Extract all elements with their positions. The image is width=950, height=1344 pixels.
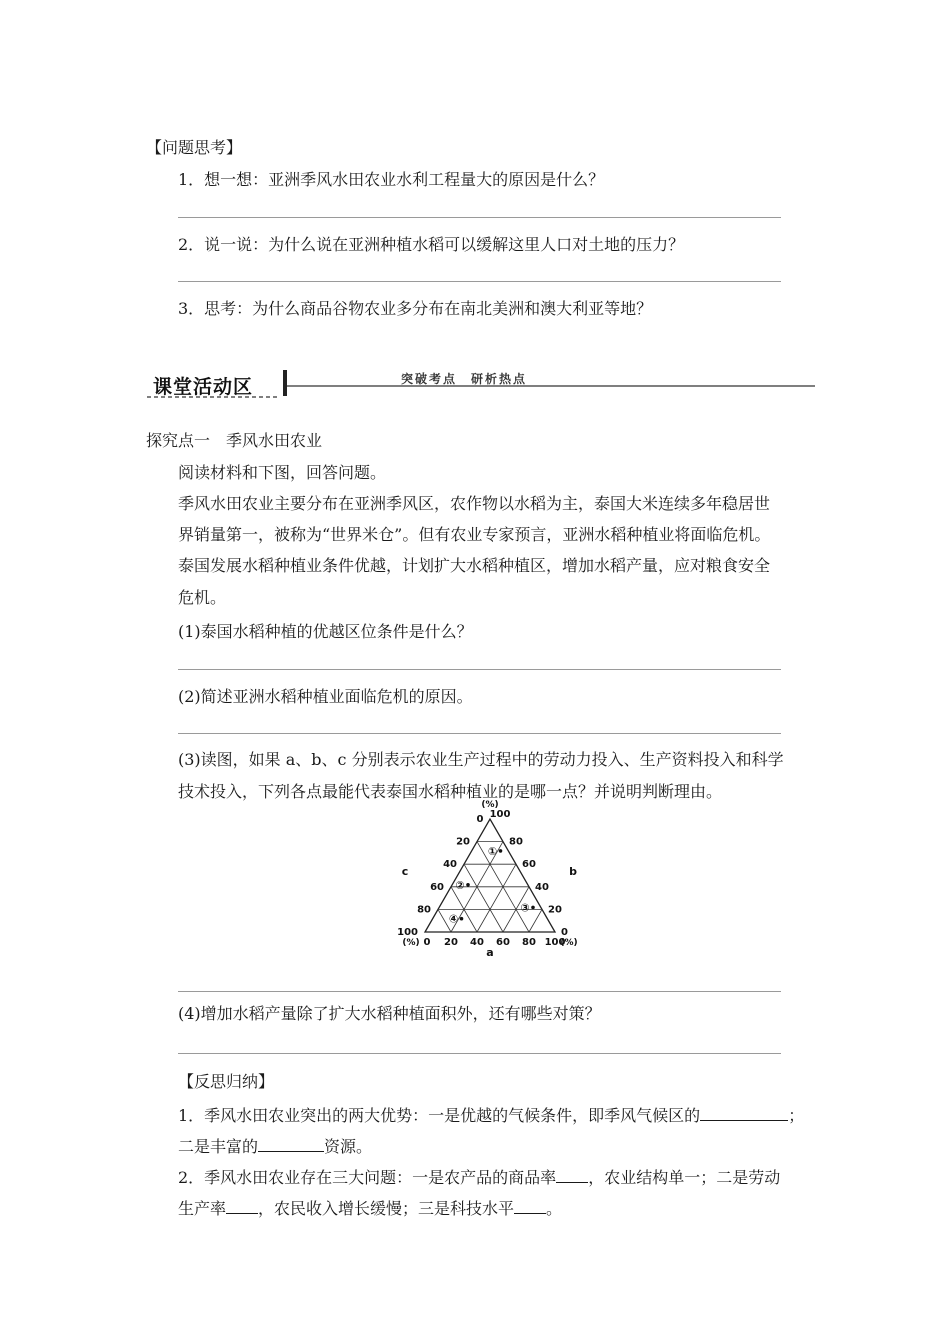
material-line: 危机。: [178, 588, 227, 607]
tick-label: 40: [470, 937, 484, 948]
answer-line[interactable]: [178, 991, 781, 992]
banner-title: 课堂活动区: [153, 376, 254, 398]
grid-line: [464, 864, 503, 932]
fill-blank[interactable]: [700, 1104, 788, 1121]
explore-intro: 阅读材料和下图，回答问题。: [178, 463, 387, 482]
explore-question-3-line1: (3)读图，如果 a、b、c 分别表示农业生产过程中的劳动力投入、生产资料投入和科学: [178, 750, 784, 769]
tick-label: 60: [430, 881, 444, 893]
tick-label: 80: [417, 904, 431, 916]
reflection-text: 1．季风水田农业突出的两大优势：一是优越的气候条件，即季风气候区的: [178, 1106, 701, 1125]
fill-blank[interactable]: [556, 1166, 588, 1183]
reflection-line-1: [178, 1104, 804, 1126]
data-point: [531, 906, 535, 910]
preview-heading: 【问题思考】: [146, 138, 243, 157]
reflection-heading: 【反思归纳】: [178, 1072, 275, 1091]
banner-subtitle: 突破考点 研析热点: [401, 372, 528, 386]
tick-label: 100: [489, 809, 511, 820]
reflection-text: ，农民收入增长缓慢；三是科技水平: [258, 1199, 515, 1218]
answer-line[interactable]: [178, 669, 781, 670]
grid-line: [477, 864, 516, 932]
fill-blank[interactable]: [514, 1197, 546, 1214]
data-point: [466, 883, 470, 887]
tick-label: 100: [397, 927, 418, 938]
material-line: 季风水田农业主要分布在亚洲季风区，农作物以水稻为主，泰国大米连续多年稳居世: [178, 494, 771, 513]
fill-blank[interactable]: [226, 1197, 258, 1214]
preview-question-3: 3．思考：为什么商品谷物农业多分布在南北美洲和澳大利亚等地？: [178, 299, 653, 318]
tick-label: 0: [476, 814, 484, 825]
reflection-text: ；: [788, 1106, 805, 1125]
explore-question-1: (1)泰国水稻种植的优越区位条件是什么？: [178, 622, 473, 641]
tick-label: 60: [522, 859, 536, 871]
tick-label: 20: [456, 836, 470, 848]
preview-question-1: 1．想一想：亚洲季风水田农业水利工程量大的原因是什么？: [178, 170, 605, 189]
material-line: 泰国发展水稻种植业条件优越，计划扩大水稻种植区，增加水稻产量，应对粮食安全: [178, 556, 771, 575]
data-point: [499, 849, 503, 853]
answer-line[interactable]: [178, 217, 781, 218]
point-label: ②: [455, 878, 465, 892]
reflection-line-2: [178, 1135, 372, 1157]
data-point: [460, 917, 464, 921]
tick-label: 60: [496, 937, 510, 948]
triangle-outline: [425, 819, 555, 932]
explore-question-2: (2)简述亚洲水稻种植业面临危机的原因。: [178, 687, 473, 706]
axis-unit-label: (%): [481, 800, 499, 810]
tick-label: 100: [544, 937, 566, 948]
reflection-text: 。: [546, 1199, 563, 1218]
grid-line: [529, 909, 542, 932]
answer-line[interactable]: [178, 1053, 781, 1054]
tick-label: 40: [535, 881, 549, 893]
preview-question-2: 2．说一说：为什么说在亚洲种植水稻可以缓解这里人口对土地的压力？: [178, 235, 685, 254]
reflection-text: 生产率: [178, 1199, 227, 1218]
point-label: ③: [520, 901, 530, 915]
reflection-text: 2．季风水田农业存在三大问题：一是农产品的商品率: [178, 1168, 557, 1187]
reflection-text: 资源。: [324, 1137, 373, 1156]
answer-line[interactable]: [178, 733, 781, 734]
reflection-text: 二是丰富的: [178, 1137, 259, 1156]
reflection-text: ，农业结构单一；二是劳动: [588, 1168, 781, 1187]
answer-line[interactable]: [178, 281, 781, 282]
explore-question-3-line2: 技术投入，下列各点最能代表泰国水稻种植业的是哪一点？并说明判断理由。: [178, 782, 723, 801]
axis-label-a: a: [486, 946, 494, 959]
axis-unit-label: (%): [402, 938, 420, 948]
tick-label: 40: [443, 859, 457, 871]
axis-label-c: c: [401, 865, 409, 878]
tick-label: 20: [444, 937, 458, 948]
reflection-line-4: [178, 1197, 562, 1219]
axis-unit-label: (%): [560, 938, 578, 948]
axis-label-b: b: [569, 865, 577, 878]
tick-label: 0: [561, 927, 568, 938]
tick-label: 20: [548, 904, 562, 916]
tick-label: 80: [509, 836, 523, 848]
ternary-chart: [390, 797, 610, 962]
point-label: ④: [448, 912, 459, 926]
explore-title: 探究点一 季风水田农业: [146, 431, 323, 450]
section-banner: [145, 368, 815, 400]
reflection-line-3: [178, 1166, 780, 1188]
explore-question-4: (4)增加水稻产量除了扩大水稻种植面积外，还有哪些对策？: [178, 1004, 601, 1023]
material-line: 界销量第一，被称为“世界米仓”。但有农业专家预言，亚洲水稻种植业将面临危机。: [178, 525, 771, 544]
fill-blank[interactable]: [258, 1135, 324, 1152]
tick-label: 80: [522, 937, 536, 948]
tick-label: 0: [423, 937, 431, 948]
point-label: ①: [487, 844, 498, 858]
